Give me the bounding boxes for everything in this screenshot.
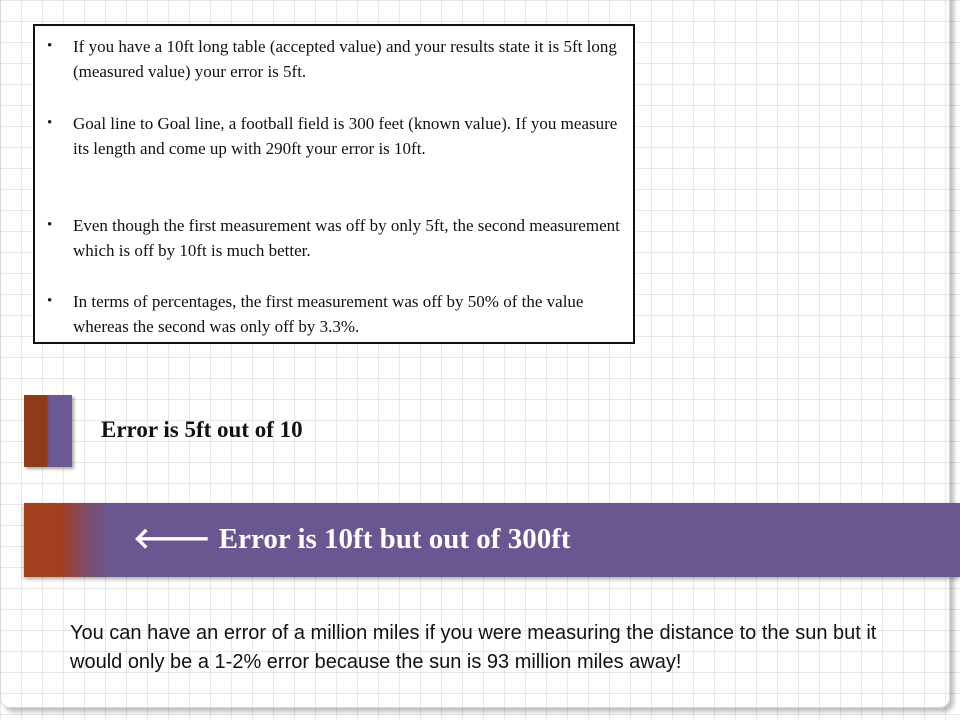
- banner-label: [133, 520, 571, 556]
- bullet-dot-icon: •: [47, 217, 53, 233]
- bullet-item-football-field: [47, 111, 623, 161]
- bullet-dot-icon: •: [47, 115, 53, 131]
- bullet-item-percentages: [47, 289, 623, 339]
- bullet-text: If you have a 10ft long table (accepted value) and your results state it is 5ft long (measured value) your error is 5ft.: [73, 37, 617, 81]
- bullet-text: Goal line to Goal line, a football field is 300 feet (known value). If you measure its length and come up with 290ft your error is 10ft.: [73, 114, 618, 158]
- summary-paragraph: You can have an error of a million miles if you were measuring the distance to the sun but it would only be a 1-2% error because the sun is 93 million miles away!: [70, 622, 877, 673]
- banner-text: Error is 10ft but out of 300ft: [218, 523, 571, 555]
- bullet-text-box: [33, 24, 635, 344]
- error-5ft-caption: Error is 5ft out of 10: [101, 417, 303, 442]
- bullet-dot-icon: •: [47, 38, 53, 54]
- bullet-item-comparison: [47, 213, 623, 263]
- bullet-text: Even though the first measurement was off by only 5ft, the second measurement which is off by 10ft is much better.: [73, 216, 620, 260]
- bullet-item-table: [47, 34, 623, 84]
- bullet-dot-icon: •: [47, 293, 53, 309]
- accent-block: [24, 395, 72, 467]
- left-arrow-icon: 🡐: [133, 523, 211, 555]
- bullet-text: In terms of percentages, the first measurement was off by 50% of the value whereas the second was only off by 3.3%.: [73, 292, 584, 336]
